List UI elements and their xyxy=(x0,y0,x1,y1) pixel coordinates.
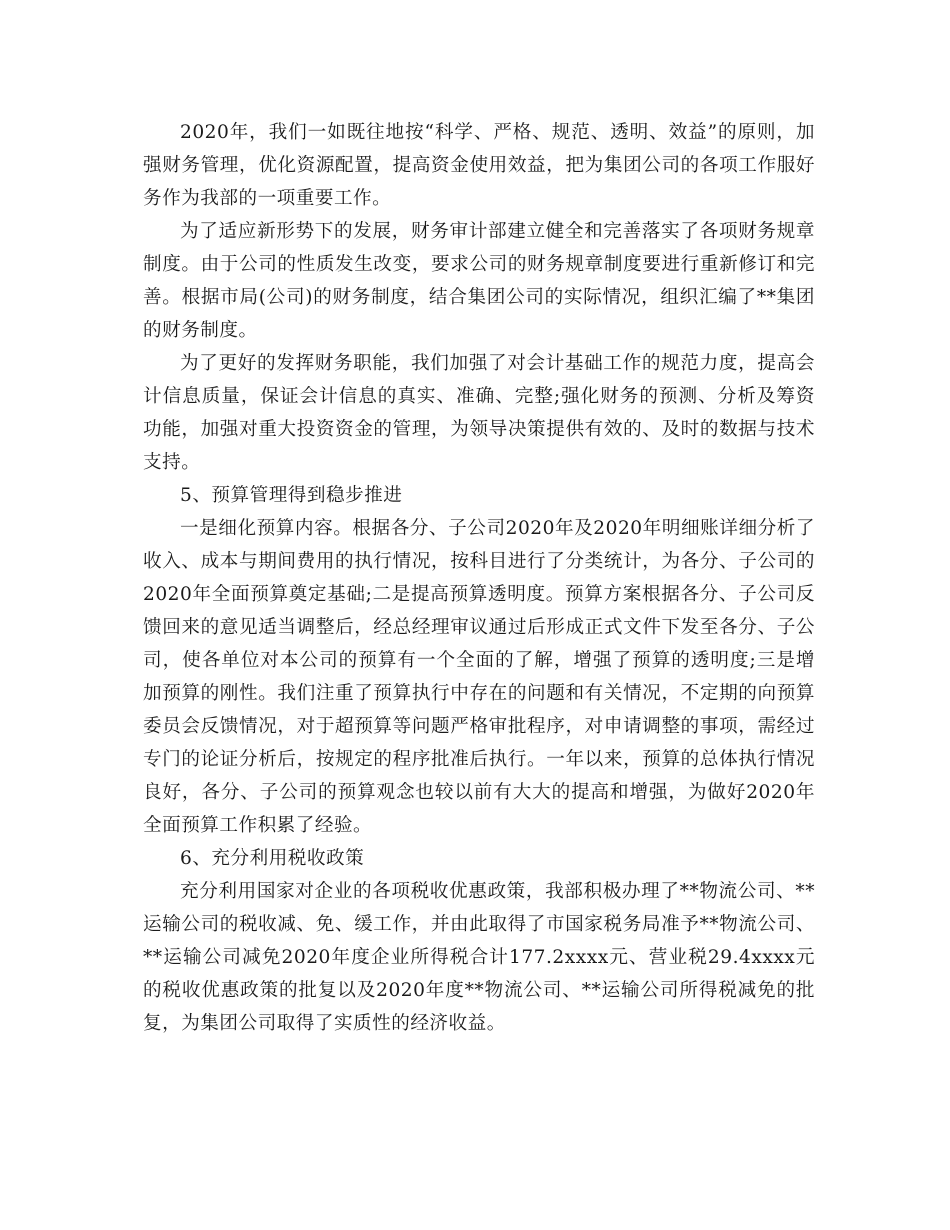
paragraph-accounting-functions: 为了更好的发挥财务职能，我们加强了对会计基础工作的规范力度，提高会计信息质量，保证会计信息的真实、准确、完整;强化财务的预测、分析及筹资功能，加强对重大投资资金的管理，为领导决策提供有效的、及时的数据与技术支持。 xyxy=(143,353,815,473)
paragraph-financial-regulations: 为了适应新形势下的发展，财务审计部建立健全和完善落实了各项财务规章制度。由于公司的性质发生改变，要求公司的财务规章制度要进行重新修订和完善。根据市局(公司)的财务制度，结合集团公司的实际情况，组织汇编了**集团的财务制度。 xyxy=(143,221,815,341)
paragraph-budget-management: 一是细化预算内容。根据各分、子公司2020年及2020年明细账详细分析了收入、成本与期间费用的执行情况，按科目进行了分类统计，为各分、子公司的2020年全面预算奠定基础;二是提高预算透明度。预算方案根据各分、子公司反馈回来的意见适当调整后，经总经理审议通过后形成正式文件下发至各分、子公司，使各单位对本公司的预算有一个全面的了解，增强了预算的透明度;三是增加预算的刚性。我们注重了预算执行中存在的问题和有关情况，不定期的向预算委员会反馈情况，对于超预算等问题严格审批程序，对申请调整的事项，需经过专门的论证分析后，按规定的程序批准后执行。一年以来，预算的总体执行情况良好，各分、子公司的预算观念也较以前有大大的提高和增强，为做好2020年全面预算工作积累了经验。 xyxy=(143,518,815,836)
document-body xyxy=(143,116,815,1040)
paragraph-financial-management: 2020年，我们一如既往地按“科学、严格、规范、透明、效益”的原则，加强财务管理，优化资源配置，提高资金使用效益，把为集团公司的各项工作服好务作为我部的一项重要工作。 xyxy=(143,122,815,209)
section-heading-budget-management: 5、预算管理得到稳步推进 xyxy=(180,485,403,506)
paragraph-tax-policy: 充分利用国家对企业的各项税收优惠政策，我部积极办理了**物流公司、**运输公司的税收减、免、缓工作，并由此取得了市国家税务局准予**物流公司、**运输公司减免2020年度企业所得税合计177.2xxxx元、营业税29.4xxxx元的税收优惠政策的批复以及2020年度**物流公司、**运输公司所得税减免的批复，为集团公司取得了实质性的经济收益。 xyxy=(143,881,815,1034)
section-heading-tax-policy: 6、充分利用税收政策 xyxy=(180,848,365,869)
